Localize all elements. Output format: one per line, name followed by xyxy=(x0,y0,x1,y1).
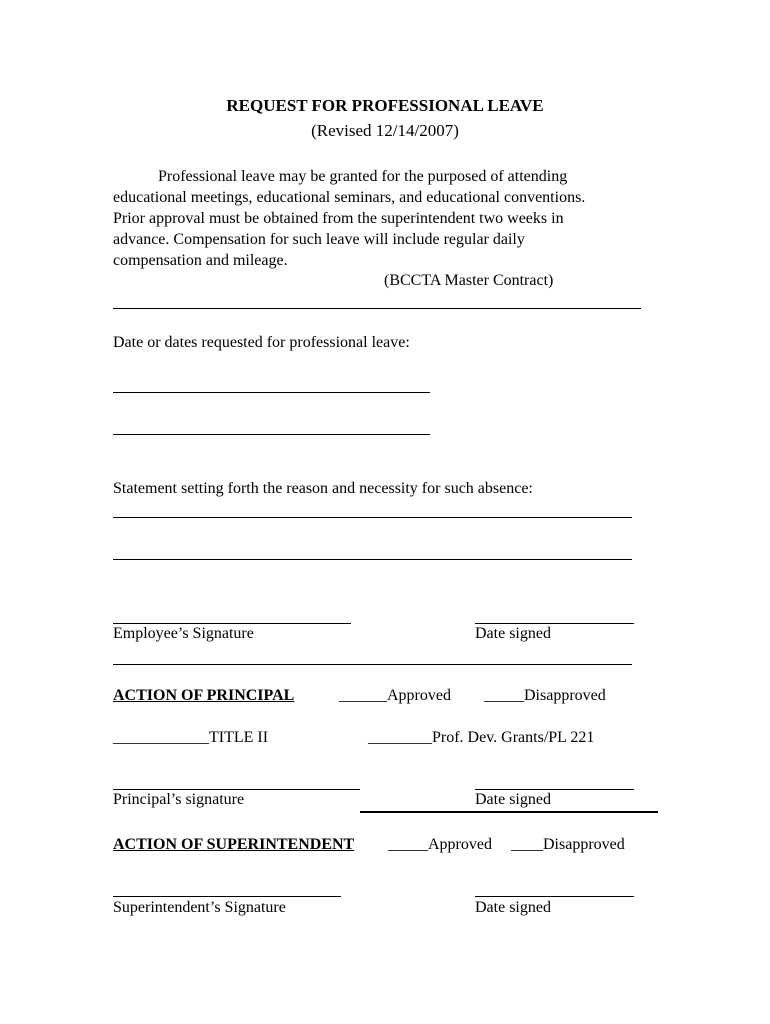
intro-paragraph xyxy=(113,166,653,271)
principal-section-rule xyxy=(360,811,658,813)
form-title: REQUEST FOR PROFESSIONAL LEAVE xyxy=(226,96,544,115)
superintendent-heading: ACTION OF SUPERINTENDENT xyxy=(113,836,355,853)
principal-approved-option[interactable]: ______Approved xyxy=(339,687,451,704)
superintendent-approved-option[interactable]: _____Approved xyxy=(388,836,492,853)
date-field-2[interactable] xyxy=(113,434,430,435)
statement-field-2[interactable] xyxy=(113,559,632,560)
superintendent-signature-field[interactable] xyxy=(113,896,341,897)
intro-divider xyxy=(113,308,641,309)
title-ii-option[interactable]: ____________TITLE II xyxy=(113,729,269,746)
form-revision-date: (Revised 12/14/2007) xyxy=(311,121,459,140)
superintendent-date-label: Date signed xyxy=(475,899,551,916)
date-field-1[interactable] xyxy=(113,392,430,393)
employee-signature-label: Employee’s Signature xyxy=(113,625,254,642)
dates-label: Date or dates requested for professional leave: xyxy=(113,334,410,351)
intro-line-4: advance. Compensation for such leave will include regular daily xyxy=(113,231,525,248)
superintendent-disapproved-option[interactable]: ____Disapproved xyxy=(511,836,625,853)
principal-heading: ACTION OF PRINCIPAL xyxy=(113,687,295,704)
intro-line-1: Professional leave may be granted for the purposed of attending xyxy=(158,168,568,185)
intro-line-2: educational meetings, educational seminars, and educational conventions. xyxy=(113,189,586,206)
employee-date-label: Date signed xyxy=(475,625,551,642)
statement-label: Statement setting forth the reason and necessity for such absence: xyxy=(113,480,533,497)
employee-divider xyxy=(113,664,632,665)
superintendent-date-field[interactable] xyxy=(475,896,634,897)
contract-source: (BCCTA Master Contract) xyxy=(384,272,554,289)
principal-disapproved-option[interactable]: _____Disapproved xyxy=(484,687,606,704)
pd-grants-option[interactable]: ________Prof. Dev. Grants/PL 221 xyxy=(368,729,595,746)
statement-field-1[interactable] xyxy=(113,517,632,518)
principal-signature-label: Principal’s signature xyxy=(113,791,245,808)
principal-date-label: Date signed xyxy=(475,791,551,808)
intro-line-3: Prior approval must be obtained from the superintendent two weeks in xyxy=(113,210,564,227)
intro-line-5: compensation and mileage. xyxy=(113,252,288,269)
superintendent-signature-label: Superintendent’s Signature xyxy=(113,899,286,916)
